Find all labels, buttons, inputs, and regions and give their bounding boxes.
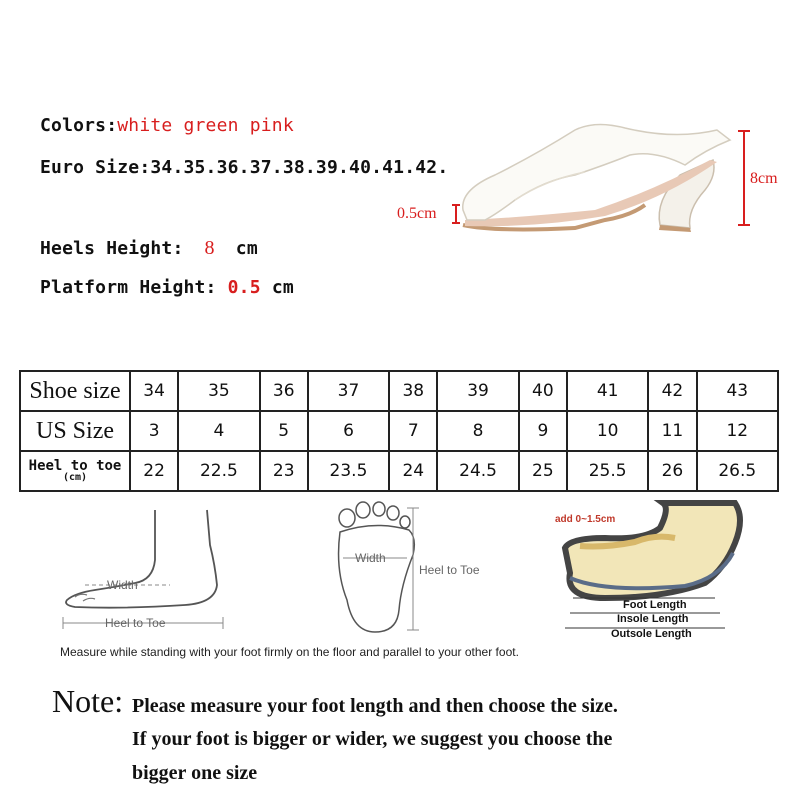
heel-height-bracket-icon	[737, 128, 751, 228]
size-chart-table	[19, 370, 779, 492]
cell-us-size: 5	[260, 411, 308, 451]
note-line-3: bigger one size	[132, 762, 258, 784]
platform-height-line	[40, 277, 294, 298]
cell-shoe-size: 36	[260, 371, 308, 411]
cell-us-size: 3	[130, 411, 178, 451]
euro-size-value: 34.35.36.37.38.39.40.41.42.	[150, 157, 449, 178]
heel-to-toe-label: Heel to toe	[28, 458, 122, 474]
add-length-label: add 0~1.5cm	[555, 514, 616, 525]
row-header-shoe-size: Shoe size	[20, 371, 130, 411]
outsole-length-label: Outsole Length	[611, 628, 692, 640]
note-title: Note:	[52, 683, 124, 719]
cell-us-size: 8	[437, 411, 518, 451]
cell-heel-to-toe: 22.5	[178, 451, 259, 491]
cell-shoe-size: 41	[567, 371, 648, 411]
cell-shoe-size: 37	[308, 371, 389, 411]
cell-heel-to-toe: 25	[519, 451, 567, 491]
cell-heel-to-toe: 22	[130, 451, 178, 491]
insole-length-label: Insole Length	[617, 613, 689, 625]
heel-height-value: 8	[204, 237, 215, 259]
colors-label: Colors:	[40, 115, 118, 136]
cell-heel-to-toe: 26.5	[697, 451, 778, 491]
cell-us-size: 6	[308, 411, 389, 451]
cell-heel-to-toe: 24.5	[437, 451, 518, 491]
cell-shoe-size: 40	[519, 371, 567, 411]
table-row-us-size	[20, 411, 778, 451]
cell-us-size: 10	[567, 411, 648, 451]
sole-width-label: Width	[355, 551, 386, 565]
cell-us-size: 4	[178, 411, 259, 451]
side-heel-to-toe-label: Heel to Toe	[105, 616, 166, 630]
note-line-1: Please measure your foot length and then choose the size.	[132, 695, 618, 717]
cell-heel-to-toe: 25.5	[567, 451, 648, 491]
heel-height-annotation: 8cm	[750, 170, 778, 187]
insole-length-diagram	[545, 498, 755, 643]
row-header-us-size: US Size	[20, 411, 130, 451]
cell-shoe-size: 43	[697, 371, 778, 411]
table-row-heel-to-toe	[20, 451, 778, 491]
foot-side-view-diagram	[55, 505, 235, 635]
product-shoe-image	[455, 120, 755, 240]
cell-shoe-size: 38	[389, 371, 437, 411]
cell-shoe-size: 39	[437, 371, 518, 411]
measure-caption: Measure while standing with your foot firmly on the floor and parallel to your other foot.	[60, 645, 519, 659]
sole-heel-to-toe-label: Heel to Toe	[419, 563, 480, 577]
euro-size-label: Euro Size:	[40, 157, 151, 178]
heel-height-unit: cm	[235, 238, 258, 259]
cell-heel-to-toe: 24	[389, 451, 437, 491]
cell-us-size: 7	[389, 411, 437, 451]
euro-size-line	[40, 157, 448, 178]
cell-us-size: 11	[648, 411, 696, 451]
cell-us-size: 12	[697, 411, 778, 451]
cell-us-size: 9	[519, 411, 567, 451]
cell-heel-to-toe: 23.5	[308, 451, 389, 491]
platform-height-label: Platform Height:	[40, 277, 217, 298]
platform-height-annotation: 0.5cm	[397, 205, 437, 222]
platform-height-unit: cm	[271, 277, 294, 298]
cell-shoe-size: 42	[648, 371, 696, 411]
row-header-heel-to-toe	[20, 451, 130, 491]
note-line-2: If your foot is bigger or wider, we suggest you choose the	[132, 728, 613, 750]
heel-height-line	[40, 237, 258, 260]
colors-line	[40, 115, 294, 136]
colors-value: white green pink	[117, 115, 294, 136]
heel-height-label: Heels Height:	[40, 238, 184, 259]
table-row-shoe-size	[20, 371, 778, 411]
foot-sole-view-diagram	[325, 500, 505, 640]
foot-length-label: Foot Length	[623, 599, 687, 611]
cell-shoe-size: 35	[178, 371, 259, 411]
heel-to-toe-unit: (cm)	[62, 472, 88, 483]
cell-shoe-size: 34	[130, 371, 178, 411]
side-width-label: Width	[107, 578, 138, 592]
cell-heel-to-toe: 26	[648, 451, 696, 491]
platform-height-value: 0.5	[227, 277, 261, 298]
platform-bracket-icon	[452, 203, 460, 225]
cell-heel-to-toe: 23	[260, 451, 308, 491]
